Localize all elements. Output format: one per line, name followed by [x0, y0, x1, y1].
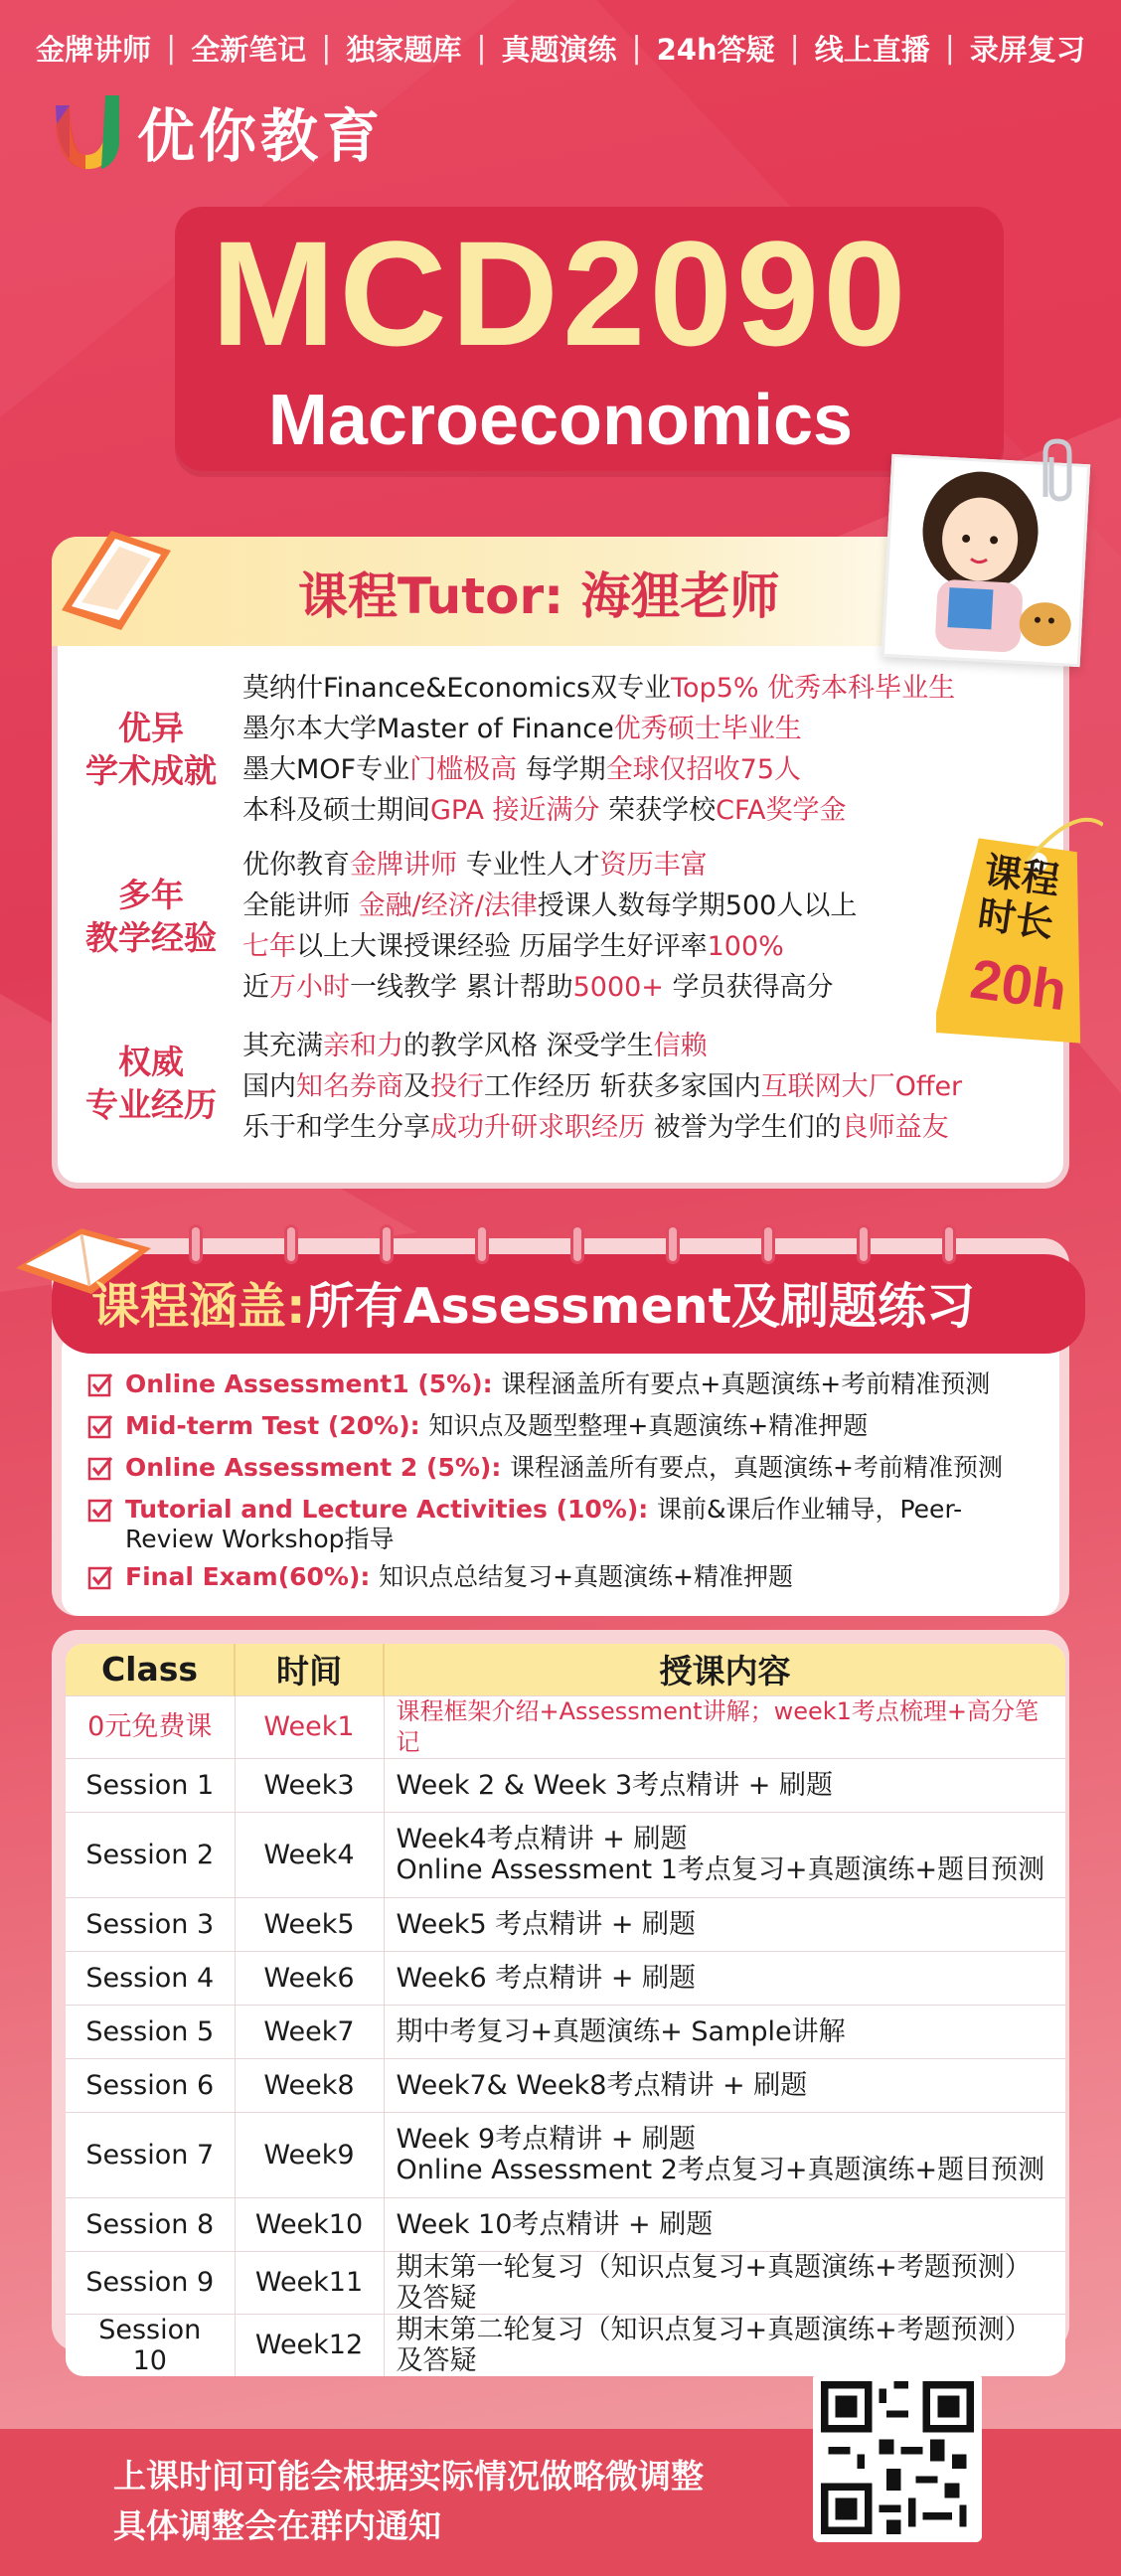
table-row: [66, 1812, 1065, 1897]
credential-category: 优异 学术成就: [85, 709, 217, 790]
body-text: 每学期: [517, 754, 606, 785]
highlight-text: 信赖: [653, 1031, 708, 1061]
footer-note: 具体调整会在群内通知: [113, 2506, 441, 2545]
nav-item: 录屏复习: [969, 32, 1085, 67]
credential-lines: [242, 845, 857, 1008]
table-row: [66, 2005, 1065, 2058]
content-cell: 期中考复习+真题演练+ Sample讲解: [384, 2005, 1065, 2058]
highlight-text: 万小时: [269, 972, 350, 1003]
table-row: [66, 2058, 1065, 2112]
credential-line: [242, 749, 955, 790]
binder-ring: [380, 1224, 394, 1264]
assessment-desc: 课前&课后作业辅导，Peer-Review Workshop指导: [125, 1495, 963, 1553]
nav-item: 真题演练: [501, 32, 617, 67]
coverage-item: [87, 1495, 1022, 1554]
nav-item: 独家题库: [346, 32, 462, 67]
body-text: 荣获学校: [599, 795, 717, 826]
highlight-text: 亲和力: [323, 1031, 403, 1061]
coverage-item: [87, 1453, 1022, 1483]
course-name: Macroeconomics: [267, 381, 854, 460]
class-cell: Session 5: [66, 2005, 235, 2058]
nav-item: 线上直播: [814, 32, 930, 67]
duration-label: 课程 时长: [975, 849, 1062, 946]
credential-line: [242, 886, 857, 926]
body-text: 及: [403, 1071, 430, 1102]
coverage-text: [125, 1495, 1022, 1554]
credential-category: 权威 专业经历: [85, 1043, 217, 1124]
credential-line: [242, 668, 955, 709]
highlight-text: 金融/经济/法律: [358, 890, 538, 921]
coverage-text: [125, 1369, 990, 1399]
class-cell: Session 3: [66, 1897, 235, 1951]
highlight-text: 门槛极高: [409, 754, 518, 785]
nav-item: 金牌讲师: [36, 32, 152, 67]
assessment-desc: 知识点及题型整理+真题演练+精准押题: [428, 1411, 869, 1440]
nav-item: 24h答疑: [656, 32, 775, 67]
table-row: [66, 1951, 1065, 2005]
week-cell: Week1: [235, 1695, 384, 1758]
coverage-item: [87, 1562, 1022, 1592]
class-cell: Session 4: [66, 1951, 235, 2005]
highlight-text: 良师益友: [841, 1112, 949, 1143]
table-row: [66, 2112, 1065, 2197]
binder-ring: [570, 1224, 584, 1264]
highlight-text: 知名券商: [296, 1071, 403, 1102]
body-text: 莫纳什Finance&Economics双专业: [242, 673, 672, 704]
table-row: [66, 2197, 1065, 2251]
coverage-text: [125, 1411, 868, 1441]
checkbox-icon: [87, 1497, 113, 1523]
checkbox-icon: [87, 1371, 113, 1397]
class-cell: Session 8: [66, 2197, 235, 2251]
credential-line: [242, 1026, 962, 1066]
body-text: 优你教育: [242, 850, 350, 881]
highlight-text: 全球仅招收75人: [605, 754, 802, 785]
body-text: 一线教学 累计帮助: [350, 972, 573, 1003]
header-content: 授课内容: [384, 1644, 1065, 1695]
table-row: [66, 1695, 1065, 1758]
assessment-desc: 课程涵盖所有要点，真题演练+考前精准预测: [510, 1453, 1003, 1482]
qr-code-icon: [821, 2381, 974, 2534]
feature-nav: 金牌讲师 | 全新笔记 | 独家题库 | 真题演练 | 24h答疑 | 线上直播 | 录屏复习: [0, 20, 1121, 76]
footer-note: 上课时间可能会根据实际情况做略微调整: [113, 2457, 704, 2496]
highlight-text: 资历丰富: [599, 850, 708, 881]
credential-line: [242, 967, 857, 1008]
body-text: 国内: [242, 1071, 296, 1102]
paperclip-icon: [1032, 437, 1079, 507]
content-cell: Week6 考点精讲 + 刷题: [384, 1951, 1065, 2005]
week-cell: Week10: [235, 2197, 384, 2251]
body-text: 墨尔本大学Master of Finance: [242, 714, 614, 744]
binder-ring: [666, 1224, 680, 1264]
assessment-label: Online Assessment 2 (5%):: [125, 1453, 511, 1482]
credential-line: [242, 926, 857, 967]
binder-ring: [942, 1224, 956, 1264]
body-text: 本科及硕士期间: [242, 795, 430, 826]
class-cell: Session 10: [66, 2314, 235, 2376]
assessment-label: Tutorial and Lecture Activities (10%):: [125, 1495, 657, 1524]
credential-lines: [242, 1026, 962, 1148]
week-cell: Week4: [235, 1812, 384, 1897]
assessment-label: Online Assessment1 (5%):: [125, 1369, 502, 1398]
body-text: 学员获得高分: [663, 972, 834, 1003]
body-text: 其充满: [242, 1031, 323, 1061]
binder-ring: [284, 1224, 298, 1264]
highlight-text: GPA 接近满分: [430, 795, 600, 826]
coverage-text: [125, 1453, 1003, 1483]
body-text: 专业性人才: [457, 850, 600, 881]
class-cell: Session 2: [66, 1812, 235, 1897]
body-text: 以上大课授课经验 历届学生好评率: [296, 931, 708, 962]
content-cell: Week 9考点精讲 + 刷题 Online Assessment 2考点复习+真题演练+题目预测: [384, 2112, 1065, 2197]
content-cell: Week 2 & Week 3考点精讲 + 刷题: [384, 1758, 1065, 1812]
checkbox-icon: [87, 1455, 113, 1481]
binder-ring: [189, 1224, 203, 1264]
week-cell: Week8: [235, 2058, 384, 2112]
coverage-title: 课程涵盖:所有Assessment及刷题练习: [91, 1278, 976, 1335]
credential-category: 多年 教学经验: [85, 876, 217, 957]
coverage-item: [87, 1411, 1022, 1441]
qr-code: [813, 2373, 982, 2542]
highlight-text: 优秀硕士毕业生: [613, 714, 802, 744]
assessment-label: Mid-term Test (20%):: [125, 1411, 429, 1440]
checkbox-icon: [87, 1413, 113, 1439]
logo-icon: [46, 85, 129, 177]
assessment-desc: 课程涵盖所有要点+真题演练+考前精准预测: [501, 1369, 991, 1398]
credential-line: [242, 845, 857, 886]
book-icon: [52, 511, 191, 630]
credential-line: [242, 1066, 962, 1107]
brand-logo: [46, 85, 384, 177]
highlight-text: CFA奖学金: [716, 795, 847, 826]
class-cell: Session 1: [66, 1758, 235, 1812]
binder-ring: [761, 1224, 775, 1264]
content-cell: 期末第二轮复习（知识点复习+真题演练+考题预测）及答疑: [384, 2314, 1065, 2376]
class-cell: Session 7: [66, 2112, 235, 2197]
coverage-item: [87, 1369, 1022, 1399]
highlight-text: 互联网大厂Offer: [760, 1071, 963, 1102]
class-cell: Session 6: [66, 2058, 235, 2112]
body-text: 全能讲师: [242, 890, 359, 921]
class-cell: 0元免费课: [66, 1695, 235, 1758]
week-cell: Week3: [235, 1758, 384, 1812]
body-text: 墨大MOF专业: [242, 754, 410, 785]
highlight-text: 七年: [242, 931, 296, 962]
credential-line: [242, 1107, 962, 1148]
body-text: 授课人数每学期500人以上: [537, 890, 858, 921]
body-text: 的教学风格 深受学生: [403, 1031, 654, 1061]
week-cell: Week7: [235, 2005, 384, 2058]
credential-line: [242, 790, 955, 831]
body-text: 工作经历 斩获多家国内: [484, 1071, 761, 1102]
coverage-text: [125, 1562, 793, 1592]
content-cell: Week5 考点精讲 + 刷题: [384, 1897, 1065, 1951]
assessment-desc: 知识点总结复习+真题演练+精准押题: [379, 1562, 794, 1591]
header-class: Class: [66, 1644, 235, 1695]
highlight-text: 金牌讲师: [350, 850, 457, 881]
body-text: 近: [242, 972, 269, 1003]
highlight-text: 投行: [430, 1071, 484, 1102]
course-code: MCD2090: [211, 210, 910, 377]
highlight-text: Top5% 优秀本科毕业生: [671, 673, 956, 704]
nav-item: 全新笔记: [191, 32, 307, 67]
body-text: 乐于和学生分享: [242, 1112, 430, 1143]
table-row: [66, 2314, 1065, 2376]
highlight-text: 5000+: [572, 972, 664, 1003]
content-cell: 期末第一轮复习（知识点复习+真题演练+考题预测）及答疑: [384, 2251, 1065, 2314]
binder-ring: [475, 1224, 489, 1264]
brand-name: 优你教育: [137, 102, 385, 170]
assessment-label: Final Exam(60%):: [125, 1562, 380, 1591]
binder-ring: [857, 1224, 871, 1264]
credential-line: [242, 709, 955, 749]
week-cell: Week11: [235, 2251, 384, 2314]
table-row: [66, 1897, 1065, 1951]
header-time: 时间: [235, 1644, 384, 1695]
week-cell: Week6: [235, 1951, 384, 2005]
week-cell: Week9: [235, 2112, 384, 2197]
highlight-text: 100%: [707, 931, 784, 962]
body-text: 被誉为学生们的: [645, 1112, 842, 1143]
content-cell: 课程框架介绍+Assessment讲解；week1考点梳理+高分笔记: [384, 1695, 1065, 1758]
tutor-title: 课程Tutor: 海狸老师: [298, 567, 780, 625]
content-cell: Week7& Week8考点精讲 + 刷题: [384, 2058, 1065, 2112]
content-cell: Week 10考点精讲 + 刷题: [384, 2197, 1065, 2251]
schedule-table: [66, 1644, 1065, 2376]
table-row: [66, 1758, 1065, 1812]
content-cell: Week4考点精讲 + 刷题 Online Assessment 1考点复习+真题演练+题目预测: [384, 1812, 1065, 1897]
table-row: [66, 2251, 1065, 2314]
highlight-text: 成功升研求职经历: [430, 1112, 645, 1143]
credential-lines: [242, 668, 955, 831]
week-cell: Week12: [235, 2314, 384, 2376]
duration-hours: 20h: [966, 946, 1071, 1023]
class-cell: Session 9: [66, 2251, 235, 2314]
checkbox-icon: [87, 1564, 113, 1590]
week-cell: Week5: [235, 1897, 384, 1951]
